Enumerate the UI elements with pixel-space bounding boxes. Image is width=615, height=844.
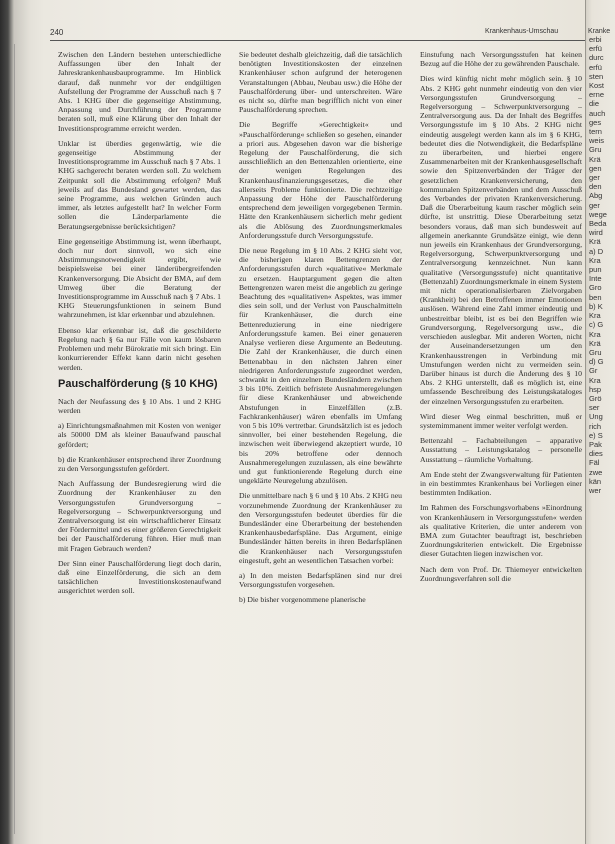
adjacent-text-fragment: Kra (589, 311, 601, 321)
adjacent-text-fragment: Fäl (589, 458, 600, 468)
adjacent-text-fragment: Kost (589, 81, 605, 91)
adjacent-text-fragment: ges (589, 117, 602, 127)
adjacent-text-fragment: wer (589, 485, 602, 495)
text-column-3 (420, 50, 582, 840)
paragraph: Eine gegenseitige Abstimmung ist, wenn überhaupt, doch nur dort sinnvoll, wo sich eine Abstimmungsnotwendigkeit ergibt, wie beispielsweise bei einer länderübergreifenden Krankenversorgung. Die Absicht der BMA, auf dem Umweg über die Beratung der Investitionsprogramme im Ausschuß nach § 7 Abs. 1 KHG Steuerungsfunktionen in seinem Bund wahrzunehmen, ist klar erkennbar und abzulehnen. (58, 236, 221, 320)
adjacent-text-fragment: Gr (589, 366, 598, 376)
adjacent-text-fragment: Krä (589, 237, 601, 247)
binding-gutter (0, 0, 44, 844)
adjacent-text-fragment: erfü (589, 62, 602, 72)
paragraph: Die neue Regelung im § 10 Abs. 2 KHG sieht vor, die bisherigen klaren Bettengrenzen der Anforderungsstufen durch »qualitative« Merkmale zu ersetzen. Hauptargument gegen die alten Bettengrenzen waren meist die angeblich zu geringe Beachtung des »qualitativen« Aspektes, was immer dies sein soll, und der Verlust von Pauschalmitteln für Krankenhäuser, die durch eine Bettenreduzierung in eine niedrigere Anforderungsstufe kamen. Bei einer genaueren Analyse verlieren diese Argumente an Bedeutung. Die Zahl der Krankenhäuser, die durch einen Bettenabbau in den nächsten Jahren einer niedrigeren Anforderungsstufe zugeordnet werden, schwankt in den einzelnen Bundesländern zwischen 3 bis 10%. Zeitlich befristete Ausnahmeregelungen für diese Krankenhäuser und abweichende Abstufungen in Einzelfällen (z.B. Fachkrankenhäuser) wären ebenfalls im Umfang von 5 bis 10% vertretbar. Grundsätzlich ist es jedoch sinnvoller, bei einer bestehenden Regelung, die inzwischen weit überwiegend akzeptiert wurde, 10 bis 20% betroffene oder dennoch Ausnahmeregelungen zuzulassen, als eine bewährte und gut funktionierende Regelung durch eine ungeklärte Neuregelung abzulösen. (239, 246, 402, 486)
page-header (50, 26, 610, 40)
adjacent-text-fragment: e) S (589, 430, 603, 440)
page-number: 240 (50, 28, 64, 37)
adjacent-text-fragment: den (589, 182, 602, 192)
adjacent-text-fragment: ger (589, 200, 600, 210)
adjacent-text-fragment: Gru (589, 145, 602, 155)
adjacent-text-fragment: rich (589, 421, 602, 431)
adjacent-text-fragment: die (589, 99, 600, 109)
paragraph: Zwischen den Ländern bestehen unterschiedliche Auffassungen über den Inhalt der Jahreskrankenhausbauprogramme. Im Hinblick darauf, daß nunmehr vor der endgültigen Aufstellung der Programme der Ausschuß nach § 7 Abs. 1 KHG über die gegenseitige Abstimmung, Anpassung und Durchführung der Programme beraten soll, muß eine Klärung über den Inhalt der Investitionsprogramme erreicht werden. (58, 50, 221, 133)
paragraph: a) Einrichtungsmaßnahmen mit Kosten von weniger als 50000 DM als kleiner Bauaufwand pauschal gefördert; (58, 421, 221, 449)
adjacent-text-fragment: gen (589, 163, 602, 173)
paragraph: Nach Auffassung der Bundesregierung wird die Zuordnung der Krankenhäuser zu den Versorgungsstufen Grundversorgung – Regelversorgung – Schwerpunktversorgung und Zentralversorgung ist ein wirtschaftlicherer Einsatz der Fördermittel und es einer größeren Gerechtigkeit bei der Pauschalförderung führen. Hier muß man mit Fragen Gebrauch werden? (58, 479, 221, 553)
gutter-edge (14, 44, 15, 834)
paragraph: a) In den meisten Bedarfsplänen sind nur drei Versorgungsstufen vorgesehen. (239, 570, 402, 590)
paragraph: Ebenso klar erkennbar ist, daß die geschilderte Regelung nach § 6a nur Fälle von kaum lösbaren Problemen und mehr Bürokratie mit sich bringt. Ein konkurrierender Effekt kann darin nicht gesehen werden. (58, 325, 221, 372)
adjacent-text-fragment: kän (589, 476, 602, 486)
text-column-1 (58, 50, 221, 840)
adjacent-text-fragment: Ung (589, 412, 603, 422)
adjacent-text-fragment: ben (589, 292, 602, 302)
adjacent-text-fragment: b) K (589, 301, 603, 311)
paragraph: Bettenzahl – Fachabteilungen – apparative Ausstattung – Leistungskatalog – personelle Ausstattung – räumliche Vorhaltung. (420, 436, 582, 464)
adjacent-text-fragments (586, 35, 615, 495)
paragraph: Die Begriffe »Gerechtigkeit« und »Pauschalförderung« schließen so gesehen, einander a priori aus. Abgesehen davon war die bisherige Regelung der Pauschalförderung, die sich ausschließlich an den Bettenzahlen orientierte, eine der wenigen Regelungen des Krankenhausfinanzierungsgesetzes, die eher allerseits Probleme funktionierte. Die rechtzeitige Anpassung der Höhe der Pauschalförderung entsprechend dem jeweiligen vorgegebenen Termin. Hätte den Krankenhäusern sicherlich mehr gedient als die Ablösung des Zuordnungsmerkmales Anforderungsstufe durch Versorgungsstufe. (239, 120, 402, 240)
adjacent-text-fragment: Gro (589, 283, 602, 293)
adjacent-text-fragment: pun (589, 265, 602, 275)
adjacent-text-fragment: Gru (589, 347, 602, 357)
header-rule (50, 40, 585, 41)
paragraph: Der Sinn einer Pauschalförderung liegt doch darin, daß eine Einzelförderung, die sich an dem tatsächlichen Investitionskostenaufwand ausgerichtet werden soll. (58, 558, 221, 596)
adjacent-text-fragment: ser (589, 403, 600, 413)
adjacent-text-fragment: Kra (589, 329, 601, 339)
paragraph: b) Die bisher vorgenommene planerische (239, 595, 366, 605)
adjacent-text-fragment: wege (589, 209, 607, 219)
paragraph: Am Ende steht der Zwangsverwaltung für Patienten in ein bestimmtes Krankenhaus bei Vorliegen einer bestimmten Indikation. (420, 469, 582, 498)
adjacent-text-fragment: hsp (589, 384, 602, 394)
adjacent-text-fragment: wird (589, 228, 603, 238)
adjacent-text-fragment: Grö (589, 393, 602, 403)
adjacent-text-fragment: erne (589, 90, 605, 100)
adjacent-text-fragment: dies (589, 449, 603, 459)
paragraph: Unklar ist überdies gegenwärtig, wie die gegenseitige Abstimmung der Investitionsprogramme im Ausschuß nach § 7 Abs. 1 KHG sachgerecht beraten werden soll. Zu welchem Zeitpunkt soll die Abstimmung erfolgen? Muß jeweils auf das Bundesland gewartet werden, das seine Programme, aus welchen Gründen auch immer, als letztes aufgestellt hat? In welcher Form sollen die Länderparlamente die Beratungsergebnisse berücksichtigen? (58, 138, 221, 231)
adjacent-text-fragment: c) G (589, 320, 604, 330)
adjacent-text-fragment: durc (589, 53, 604, 63)
adjacent-text-fragment: ger (589, 173, 600, 183)
adjacent-text-fragment: auch (589, 108, 606, 118)
adjacent-text-fragment: zwe (589, 467, 603, 477)
adjacent-running-title: Kranke (588, 28, 611, 35)
paragraph: Nach dem von Prof. Dr. Thiemeyer entwickelten Zuordnungsverfahren soll die (420, 564, 582, 583)
adjacent-text-fragment: d) G (589, 357, 604, 367)
adjacent-text-fragment: erbi (589, 35, 602, 44)
paragraph: Nach der Neufassung des § 10 Abs. 1 und 2 KHG werden (58, 396, 221, 415)
paragraph: Dies wird künftig nicht mehr möglich sein. § 10 Abs. 2 KHG geht nunmehr eindeutig von den vier Versorgungsstufen Grundversorgung – Regelversorgung – Schwerpunktversorgung – Zentralversorgung aus. Da der Inhalt des Begriffes Versorgungsstufe im § 10 Abs. 2 KHG nicht eindeutig ausgelegt werden kann als im § 6 KHG, bedeutet dies die Notwendigkeit, die Bedarfspläne zu überarbeiten, und hierbei engere Zusammenarbeiten mit der Krankenhausgesellschaft sowie den Spitzenverbänden der Träger der gesetzlichen Krankenversicherung, den kommunalen Spitzenverbänden und dem Ausschuß des Verbandes der privaten Krankenversicherung. Daß die Überarbeitung kaum rascher möglich sein dürfte, ist unstrittig. Diese Überarbeitung setzt besonders voraus, daß man sich bundesweit auf allgemein anerkannte Grundsätze einigt, wie denn nun jeweils ein Krankenhaus der Grundversorgung, Regelversorgung, Schwerpunktversorgung und Zentralversorgung kennzeichnet. Nun kann qualitative (Versorgungsstufe) nicht quantitative (Bettenzahl) Zuordnungsmerkmale in einem System mit nicht operationalisierbaren Zielvorgaben (Krankheit) bei den Betroffenen immer Emotionen auslösen. Während eine Zahl immer eindeutig und unbestreitbar bleibt, ist es bei den Begriffen wie Grundversorgung, Regelversorgung usw., die verschieden auslegbar. Mit anderen Worten, nicht der Auseinandersetzungen um den Krankenhausstrengen in Verbindung mit Umstufungen werden nicht zu vermeiden sein. Darüber hinaus ist durch die Änderung des § 10 Abs. 2 KHG unterstellt, daß es möglich ist, eine umfassende Beschreibung des Leistungskataloges der einzelnen Versorgungsstufen zu erarbeiten. (420, 74, 582, 406)
adjacent-text-fragment: sten (589, 71, 604, 81)
running-title: Krankenhaus-Umschau (485, 28, 559, 35)
adjacent-text-fragment: Abg (589, 191, 603, 201)
paragraph: b) die Krankenhäuser entsprechend ihrer Zuordnung zu den Versorgungsstufen gefördert. (58, 454, 221, 473)
paragraph: Im Rahmen des Forschungsvorhabens »Einordnung von Krankenhäusern in Versorgungsstufen« werden als qualitative Kriterien, die unter anderem von BMA zum Gutachter beauftragt ist, beschrieben Zuordnungskriterien entwickelt. Die Ergebnisse dieser Gutachten liegen inzwischen vor. (420, 503, 582, 559)
text-column-2 (239, 50, 402, 840)
adjacent-text-fragment: Krä (589, 154, 601, 164)
adjacent-text-fragment: Kra (589, 255, 601, 265)
adjacent-text-fragment: tern (589, 127, 602, 137)
adjacent-text-fragment: a) D (589, 246, 604, 256)
adjacent-text-fragment: weis (589, 136, 605, 146)
adjacent-text-fragment: erfü (589, 44, 602, 54)
adjacent-page-edge (585, 0, 615, 844)
adjacent-text-fragment: Inte (589, 274, 602, 284)
adjacent-text-fragment: Krä (589, 338, 601, 348)
paragraph: Die unmittelbare nach § 6 und § 10 Abs. 2 KHG neu vorzunehmende Zuordnung der Krankenhäuser zu den Versorgungsstufen bedeutet überdies für die Bundesländer eine Überarbeitung der bestehenden Krankenhausbedarfspläne. Das Argument, einige Bundesländer hätten bereits in ihren Bedarfsplänen die Krankenhäuser nach Versorgungsstufen eingestuft, geht an wesentlichen Tatsachen vorbei: (239, 491, 402, 565)
paragraph: Einstufung nach Versorgungsstufen hat keinen Bezug auf die Höhe der zu gewährenden Pauschale. (420, 50, 582, 69)
adjacent-text-fragment: Pak (589, 439, 602, 449)
section-heading: Pauschalförderung (§ 10 KHG) (58, 377, 218, 390)
adjacent-text-fragment: Kra (589, 375, 601, 385)
paragraph: Wird dieser Weg einmal beschritten, muß er systemimmanent immer weiter verfolgt werden. (420, 411, 582, 430)
paragraph: Sie bedeutet deshalb gleichzeitig, daß die tatsächlich benötigten Investitionskosten der einzelnen Krankenhäuser schon aufgrund der heterogenen Veranstaltungen (Abbau, Neubau usw.) die Höhe der Pauschalförderung über- und unterschreiten. Wäre es nicht so, dürfte man begrifflich nicht von einer Pauschalförderung sprechen. (239, 50, 402, 115)
adjacent-text-fragment: Beda (589, 219, 607, 229)
